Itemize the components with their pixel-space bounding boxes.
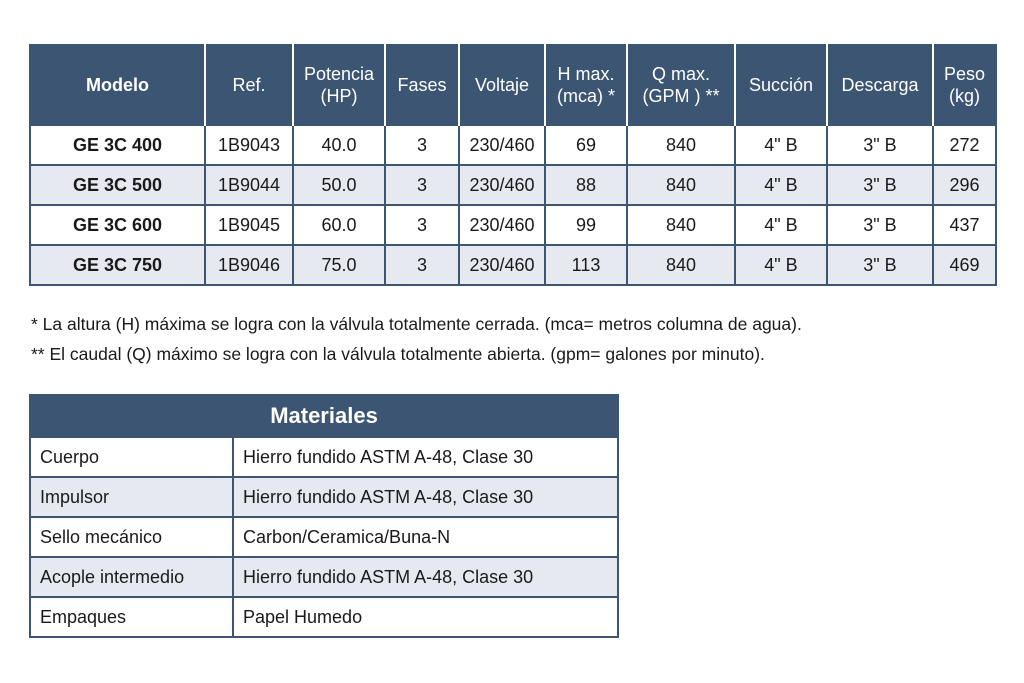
- cell-h-max: 69: [545, 125, 627, 165]
- cell-ref: 1B9044: [205, 165, 293, 205]
- header-text: Descarga: [841, 75, 919, 95]
- cell-h-max: 99: [545, 205, 627, 245]
- table-row: [30, 557, 618, 597]
- table-row: [30, 205, 996, 245]
- table-row: [30, 245, 996, 285]
- pump-spec-table: [29, 44, 997, 286]
- material-value: Carbon/Ceramica/Buna-N: [233, 517, 618, 557]
- cell-peso: 469: [933, 245, 996, 285]
- cell-q-max: 840: [627, 205, 735, 245]
- header-unit: (mca) *: [557, 86, 615, 106]
- cell-fases: 3: [385, 165, 459, 205]
- cell-potencia: 75.0: [293, 245, 385, 285]
- col-header-succion: [735, 45, 827, 125]
- table-row: [30, 125, 996, 165]
- cell-q-max: 840: [627, 245, 735, 285]
- cell-descarga: 3" B: [827, 125, 933, 165]
- col-header-potencia: [293, 45, 385, 125]
- header-text: Succión: [748, 75, 814, 95]
- col-header-ref: [205, 45, 293, 125]
- cell-peso: 437: [933, 205, 996, 245]
- cell-modelo: GE 3C 600: [30, 205, 205, 245]
- header-text: Voltaje: [474, 75, 530, 95]
- cell-descarga: 3" B: [827, 165, 933, 205]
- header-text: Potencia: [303, 64, 375, 84]
- cell-potencia: 60.0: [293, 205, 385, 245]
- cell-fases: 3: [385, 125, 459, 165]
- cell-ref: 1B9043: [205, 125, 293, 165]
- material-part: Sello mecánico: [30, 517, 233, 557]
- material-part: Acople intermedio: [30, 557, 233, 597]
- material-value: Papel Humedo: [233, 597, 618, 637]
- cell-succion: 4" B: [735, 125, 827, 165]
- col-header-peso: [933, 45, 996, 125]
- cell-modelo: GE 3C 500: [30, 165, 205, 205]
- cell-succion: 4" B: [735, 205, 827, 245]
- cell-ref: 1B9046: [205, 245, 293, 285]
- material-value: Hierro fundido ASTM A-48, Clase 30: [233, 437, 618, 477]
- cell-voltaje: 230/460: [459, 205, 545, 245]
- table-row: [30, 477, 618, 517]
- spec-header-row: [30, 45, 996, 125]
- cell-descarga: 3" B: [827, 245, 933, 285]
- col-header-fases: [385, 45, 459, 125]
- header-text: Modelo: [86, 75, 149, 95]
- material-part: Empaques: [30, 597, 233, 637]
- materials-title: Materiales: [30, 395, 618, 437]
- cell-fases: 3: [385, 205, 459, 245]
- cell-succion: 4" B: [735, 165, 827, 205]
- table-row: [30, 165, 996, 205]
- cell-modelo: GE 3C 750: [30, 245, 205, 285]
- material-part: Cuerpo: [30, 437, 233, 477]
- header-text: Q max.: [651, 64, 710, 84]
- header-text: Ref.: [232, 75, 266, 95]
- cell-fases: 3: [385, 245, 459, 285]
- col-header-modelo: [30, 45, 205, 125]
- header-unit: (kg): [949, 86, 980, 106]
- material-value: Hierro fundido ASTM A-48, Clase 30: [233, 557, 618, 597]
- cell-h-max: 88: [545, 165, 627, 205]
- header-text: Peso: [943, 64, 986, 84]
- cell-potencia: 40.0: [293, 125, 385, 165]
- cell-peso: 272: [933, 125, 996, 165]
- cell-peso: 296: [933, 165, 996, 205]
- cell-voltaje: 230/460: [459, 125, 545, 165]
- col-header-descarga: [827, 45, 933, 125]
- table-row: [30, 437, 618, 477]
- col-header-voltaje: [459, 45, 545, 125]
- material-value: Hierro fundido ASTM A-48, Clase 30: [233, 477, 618, 517]
- col-header-q-max: [627, 45, 735, 125]
- header-text: H max.: [557, 64, 615, 84]
- table-row: [30, 517, 618, 557]
- materials-header-row: [30, 395, 618, 437]
- table-row: [30, 597, 618, 637]
- materials-table: [29, 394, 619, 638]
- cell-modelo: GE 3C 400: [30, 125, 205, 165]
- header-unit: (HP): [320, 86, 358, 106]
- header-unit: (GPM ) **: [642, 86, 720, 106]
- cell-potencia: 50.0: [293, 165, 385, 205]
- material-part: Impulsor: [30, 477, 233, 517]
- cell-voltaje: 230/460: [459, 165, 545, 205]
- cell-voltaje: 230/460: [459, 245, 545, 285]
- col-header-h-max: [545, 45, 627, 125]
- footnote-h-max: * La altura (H) máxima se logra con la válvula totalmente cerrada. (mca= metros columna de agua).: [31, 314, 802, 334]
- cell-q-max: 840: [627, 125, 735, 165]
- header-text: Fases: [397, 75, 447, 95]
- cell-descarga: 3" B: [827, 205, 933, 245]
- cell-q-max: 840: [627, 165, 735, 205]
- footnote-q-max: ** El caudal (Q) máximo se logra con la válvula totalmente abierta. (gpm= galones por minuto).: [31, 344, 765, 364]
- cell-succion: 4" B: [735, 245, 827, 285]
- cell-ref: 1B9045: [205, 205, 293, 245]
- cell-h-max: 113: [545, 245, 627, 285]
